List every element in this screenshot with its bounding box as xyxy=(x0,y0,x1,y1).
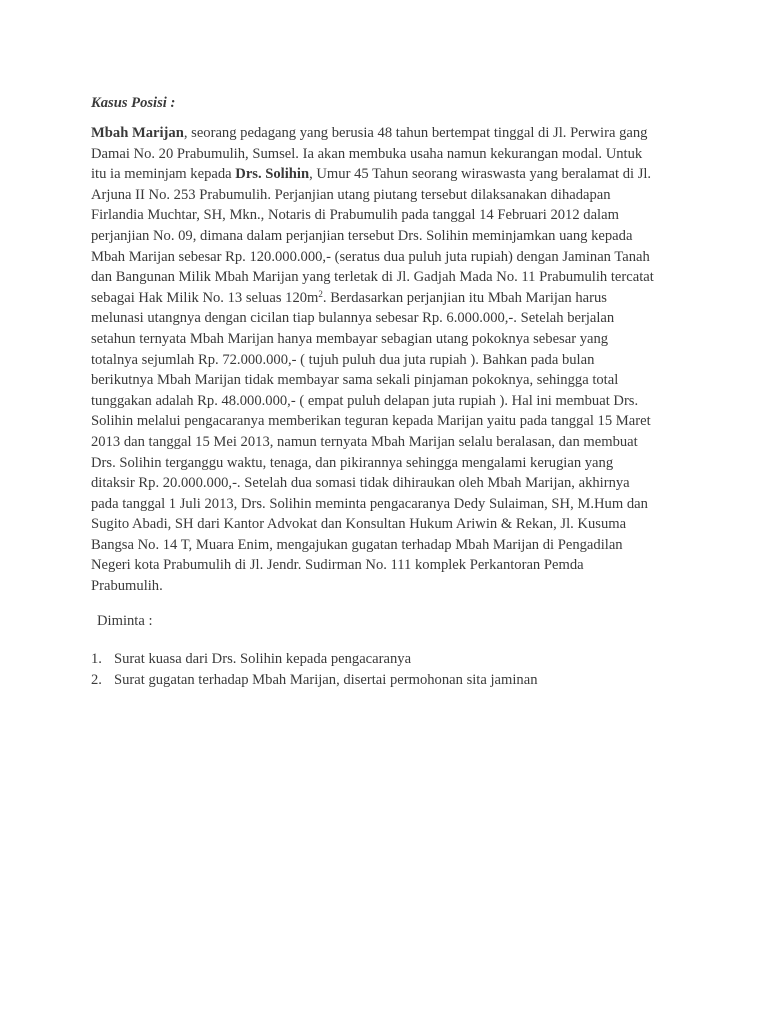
text-run: Drs. Solihin terganggu waktu, tenaga, dan pikirannya sehingga mengalami kerugian yang xyxy=(91,454,614,471)
text-run: perjanjian No. 09, dimana dalam perjanjian tersebut Drs. Solihin meminjamkan uang kepada xyxy=(91,227,633,244)
text-run: . Berdasarkan perjanjian itu Mbah Marijan harus xyxy=(322,289,607,306)
text-run: pada tanggal 1 Juli 2013, Drs. Solihin meminta pengacaranya Dedy Sulaiman, SH, M.Hum dan xyxy=(91,495,648,512)
paragraph-line xyxy=(91,432,676,453)
paragraph-line xyxy=(91,205,676,226)
paragraph-line xyxy=(91,555,676,576)
text-run: Negeri kota Prabumulih di Jl. Jendr. Sudirman No. 111 komplek Perkantoran Pemda xyxy=(91,557,584,574)
list-item-text: Surat kuasa dari Drs. Solihin kepada pengacaranya xyxy=(114,650,412,667)
list-item-number: 1. xyxy=(91,650,102,667)
text-run: ditaksir Rp. 20.000.000,-. Setelah dua somasi tidak dihiraukan oleh Mbah Marijan, akhirnya xyxy=(91,475,630,492)
superscript-text: 2 xyxy=(318,288,323,299)
text-run: 2013 dan tanggal 15 Mei 2013, namun ternyata Mbah Marijan selalu beralasan, dan membuat xyxy=(91,433,638,450)
paragraph-line xyxy=(91,164,676,185)
text-run: Sugito Abadi, SH dari Kantor Advokat dan Konsultan Hukum Ariwin & Rekan, Jl. Kusuma xyxy=(91,516,627,533)
list-item-number: 2. xyxy=(91,671,102,688)
paragraph-line xyxy=(91,514,676,535)
text-run: Firlandia Muchtar, SH, Mkn., Notaris di Prabumulih pada tanggal 14 Februari 2012 dalam xyxy=(91,207,619,224)
list-item-text: Surat gugatan terhadap Mbah Marijan, disertai permohonan sita jaminan xyxy=(114,671,538,688)
paragraph-line xyxy=(91,576,676,597)
text-run: dan Bangunan Milik Mbah Marijan yang terletak di Jl. Gadjah Mada No. 11 Prabumulih tercatat xyxy=(91,269,654,286)
text-run: Bangsa No. 14 T, Muara Enim, mengajukan gugatan terhadap Mbah Marijan di Pengadilan xyxy=(91,536,623,553)
text-run: Arjuna II No. 253 Prabumulih. Perjanjian utang piutang tersebut dilaksanakan dihadapan xyxy=(91,186,611,203)
text-run: totalnya sejumlah Rp. 72.000.000,- ( tujuh puluh dua juta rupiah ). Bahkan pada bulan xyxy=(91,351,595,368)
paragraph-line xyxy=(91,453,676,474)
text-run: melunasi utangnya dengan cicilan tiap bulannya sebesar Rp. 6.000.000,-. Setelah berjalan xyxy=(91,310,615,327)
text-run: Solihin melalui pengacaranya memberikan teguran kepada Marijan yaitu pada tanggal 15 Maret xyxy=(91,413,651,430)
requested-label: Diminta : xyxy=(97,612,153,629)
list-item xyxy=(91,670,676,691)
case-description-paragraph xyxy=(91,123,676,597)
paragraph-line xyxy=(91,308,676,329)
paragraph-line xyxy=(91,247,676,268)
text-run: , Umur 45 Tahun seorang wiraswasta yang beralamat di Jl. xyxy=(309,166,652,183)
text-run: , seorang pedagang yang berusia 48 tahun bertempat tinggal di Jl. Perwira gang xyxy=(183,125,648,141)
paragraph-line xyxy=(91,370,676,391)
paragraph-line xyxy=(91,226,676,247)
paragraph-line xyxy=(91,267,676,288)
requested-documents-list xyxy=(91,649,676,691)
text-run: berikutnya Mbah Marijan tidak membayar sama sekali pinjaman pokoknya, sehingga total xyxy=(91,372,619,389)
text-run: setahun ternyata Mbah Marijan hanya membayar sebagian utang pokoknya sebesar yang xyxy=(91,330,609,347)
list-item xyxy=(91,649,676,670)
paragraph-line xyxy=(91,329,676,350)
bold-name-text: Drs. Solihin xyxy=(235,166,310,183)
paragraph-line xyxy=(91,473,676,494)
text-run: itu ia meminjam kepada xyxy=(91,166,236,183)
paragraph-line xyxy=(91,144,676,165)
document-content xyxy=(91,93,676,691)
text-run: Prabumulih. xyxy=(91,578,163,595)
text-run: tunggakan adalah Rp. 48.000.000,- ( empat puluh delapan juta rupiah ). Hal ini membuat Drs. xyxy=(91,392,639,409)
text-run: sebagai Hak Milik No. 13 seluas 120m xyxy=(91,289,319,306)
text-run: Damai No. 20 Prabumulih, Sumsel. Ia akan membuka usaha namun kekurangan modal. Untuk xyxy=(91,145,643,162)
section-heading: Kasus Posisi : xyxy=(91,95,176,111)
paragraph-line xyxy=(91,288,676,309)
paragraph-line xyxy=(91,535,676,556)
paragraph-line xyxy=(91,494,676,515)
paragraph-line xyxy=(91,350,676,371)
paragraph-line xyxy=(91,123,676,144)
paragraph-line xyxy=(91,185,676,206)
text-run: Mbah Marijan sebesar Rp. 120.000.000,- (seratus dua puluh juta rupiah) dengan Jaminan Tanah xyxy=(91,248,650,265)
paragraph-line xyxy=(91,391,676,412)
paragraph-line xyxy=(91,411,676,432)
bold-name-text: Mbah Marijan xyxy=(91,125,184,141)
